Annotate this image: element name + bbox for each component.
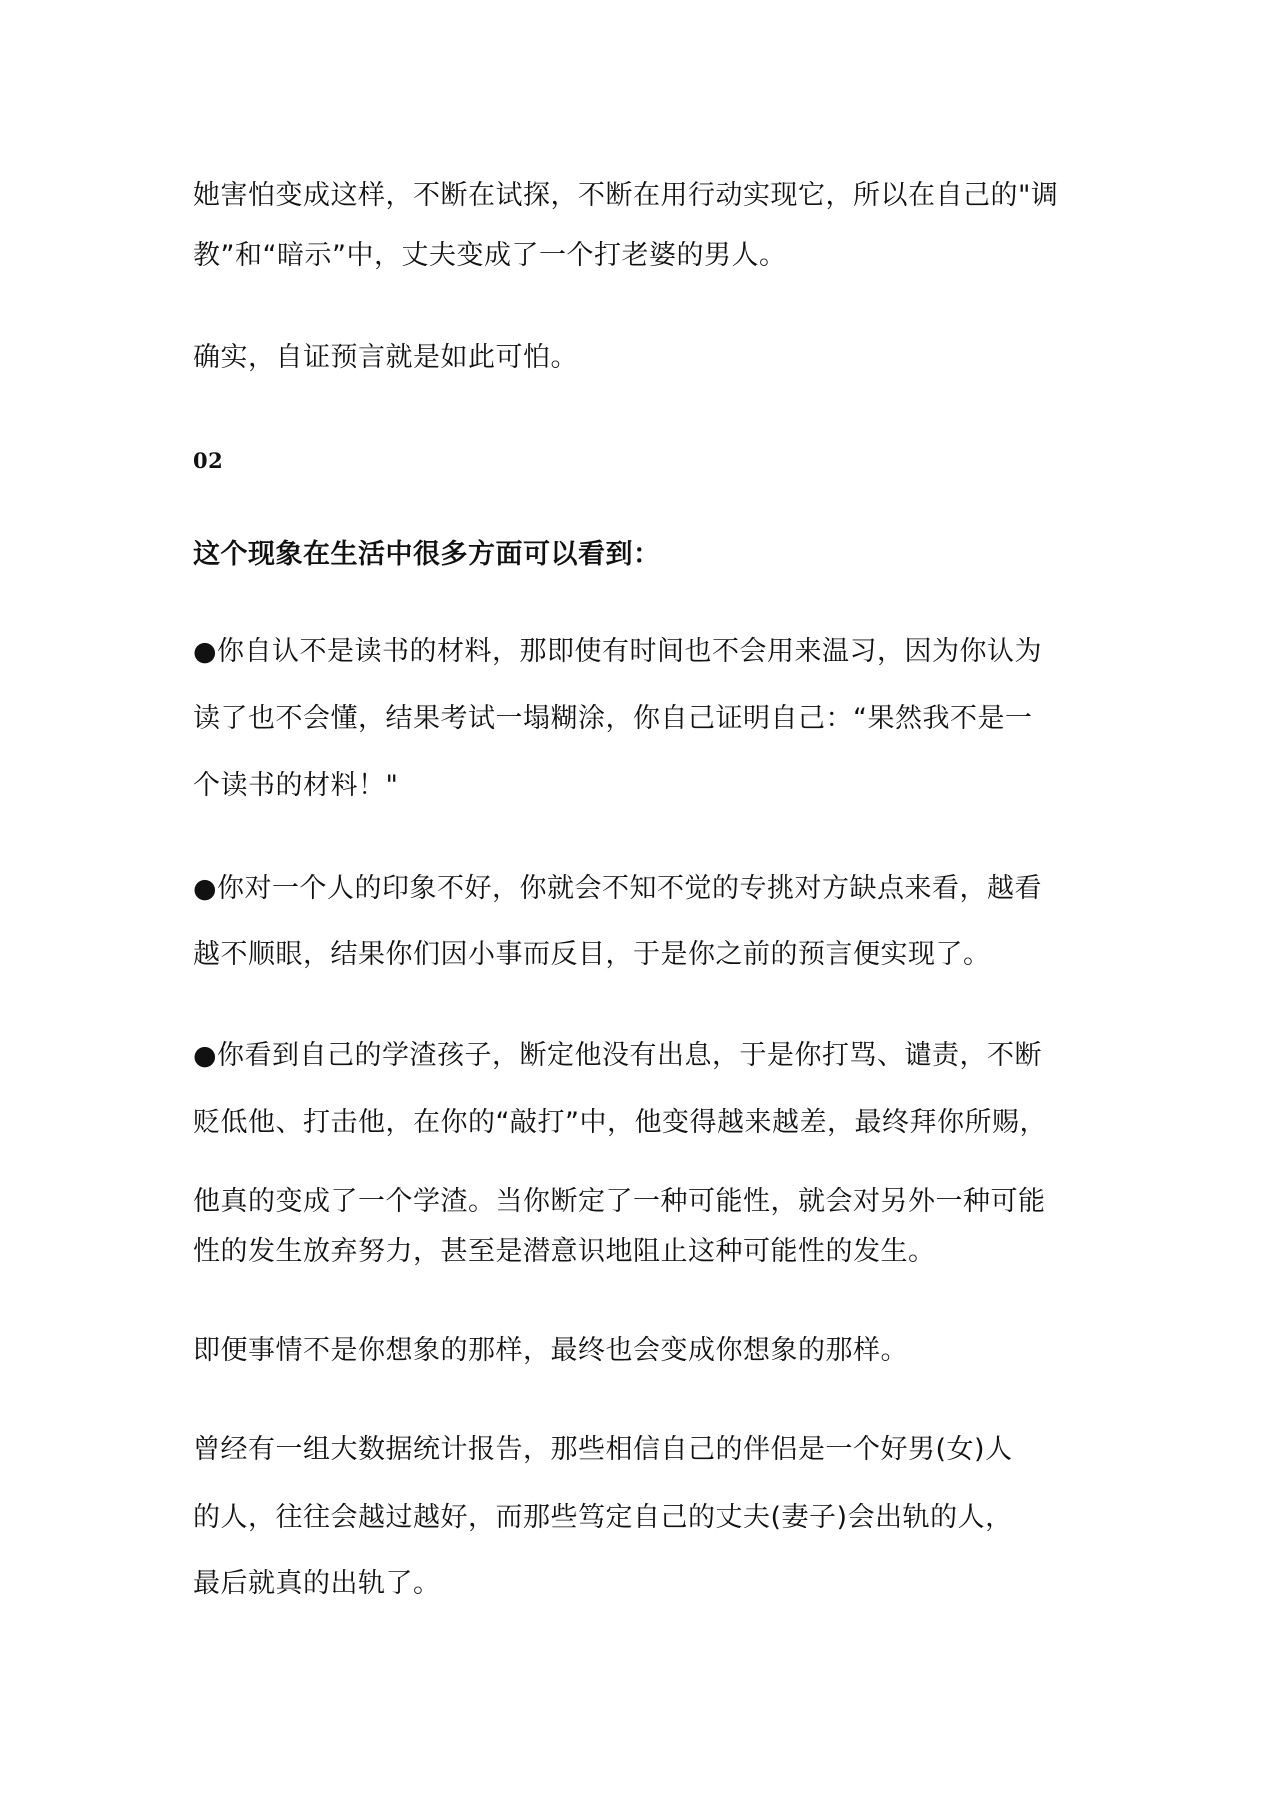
bullet-3-line-3: 他真的变成了一个学渣。当你断定了一种可能性，就会对另外一种可能 (193, 1186, 1046, 1217)
paragraph-4-line-1: 曾经有一组大数据统计报告，那些相信自己的伴侣是一个好男(女)人 (193, 1434, 1013, 1465)
section-number: 02 (193, 448, 224, 473)
paragraph-4-line-3: 最后就真的出轨了。 (193, 1568, 441, 1599)
paragraph-3: 即便事情不是你想象的那样，最终也会变成你想象的那样。 (193, 1335, 908, 1366)
bullet-3-line-1: ●你看到自己的学渣孩子，断定他没有出息，于是你打骂、谴责，不断 (193, 1040, 1043, 1071)
bullet-2-line-2: 越不顺眼，结果你们因小事而反目，于是你之前的预言便实现了。 (193, 939, 991, 970)
bullet-1-line-3: 个读书的材料！" (193, 770, 399, 801)
bullet-3-line-4: 性的发生放弃努力，甚至是潜意识地阻止这种可能性的发生。 (193, 1236, 936, 1267)
paragraph-2: 确实，自证预言就是如此可怕。 (193, 342, 578, 373)
paragraph-4-line-2: 的人，往往会越过越好，而那些笃定自己的丈夫(妻子)会出轨的人， (193, 1502, 1013, 1533)
bullet-3-line-2: 贬低他、打击他，在你的“敲打”中，他变得越来越差，最终拜你所赐， (193, 1107, 1047, 1138)
bullet-2-line-1: ●你对一个人的印象不好，你就会不知不觉的专挑对方缺点来看，越看 (193, 873, 1043, 904)
bullet-1-line-1: ●你自认不是读书的材料，那即使有时间也不会用来温习，因为你认为 (193, 636, 1043, 667)
bullet-1-line-2: 读了也不会懂，结果考试一塌糊涂，你自己证明自己：“果然我不是一 (193, 703, 1033, 734)
paragraph-1-line-1: 她害怕变成这样，不断在试探，不断在用行动实现它，所以在自己的"调 (193, 180, 1059, 211)
paragraph-1-line-2: 教”和“暗示”中，丈夫变成了一个打老婆的男人。 (193, 240, 787, 271)
section-heading: 这个现象在生活中很多方面可以看到： (193, 539, 661, 570)
